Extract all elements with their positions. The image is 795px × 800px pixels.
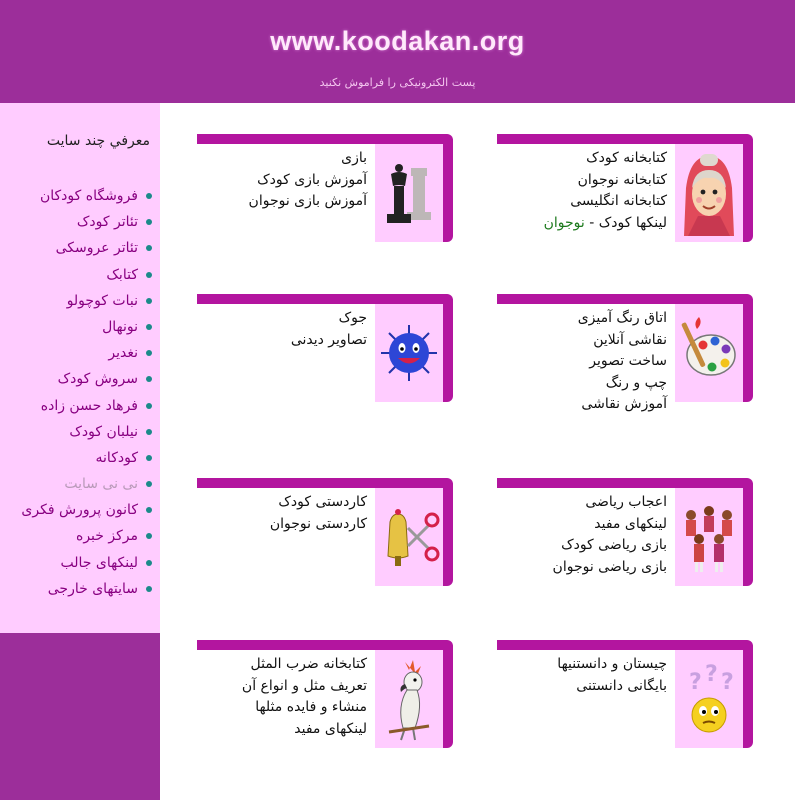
card-top-bar: [497, 134, 743, 144]
card-top-bar: [497, 478, 743, 488]
header-banner: [0, 0, 795, 103]
card-top-bar: [197, 294, 443, 304]
card-side-bar: [443, 640, 453, 748]
bullet-icon: [146, 350, 152, 356]
card-link[interactable]: چپ و رنگ: [605, 374, 667, 391]
bullet-icon: [146, 298, 152, 304]
site-url-logo[interactable]: www.koodakan.org: [270, 26, 525, 56]
bullet-icon: [146, 429, 152, 435]
card-math: [497, 478, 753, 586]
svg-text:?: ?: [705, 662, 718, 687]
smiley-sun-icon: [379, 323, 439, 383]
bullet-icon: [146, 560, 152, 566]
sidebar-item-label: فرهاد حسن زاده: [40, 397, 138, 414]
card-link[interactable]: لینکها کودک -: [584, 214, 667, 231]
chess-pieces-icon: [381, 158, 437, 228]
sidebar-item-foreign-sites[interactable]: [2, 576, 152, 602]
card-proverbs: [197, 640, 453, 748]
card-top-bar: [197, 640, 443, 650]
sidebar-item-nabat-koochoolo[interactable]: [2, 288, 152, 314]
card-links: [578, 308, 667, 416]
sidebar-footer-block: [0, 633, 160, 800]
card-link-highlight[interactable]: نوجوان: [543, 214, 585, 231]
sidebar-item-label: سروش کودک: [57, 371, 138, 388]
card-link[interactable]: ساخت تصویر: [589, 353, 667, 369]
card-icon-box[interactable]: [675, 650, 743, 748]
card-link[interactable]: کاردستی نوجوان: [269, 515, 367, 532]
card-icon-box[interactable]: [375, 488, 443, 586]
card-link[interactable]: کتابخانه کودک: [586, 150, 667, 166]
card-link[interactable]: کاردستی کودک: [278, 494, 367, 510]
card-links: [553, 492, 667, 578]
card-link[interactable]: چیستان و دانستنیها: [557, 656, 667, 672]
grandmother-icon: [678, 148, 740, 238]
header-tagline: پست الکترونیکی را فراموش نکنید: [319, 76, 476, 89]
sidebar-item-label: فروشگاه کودکان: [39, 188, 138, 204]
sidebar-item-koodakan-shop[interactable]: [2, 183, 152, 209]
card-link[interactable]: نقاشی آنلاین: [593, 331, 667, 348]
card-side-bar: [443, 294, 453, 402]
card-link[interactable]: بایگانی دانستنی: [576, 677, 667, 694]
sidebar-item-label: لینکهای جالب: [60, 554, 138, 571]
sidebar-item-label: نی نی سایت: [64, 476, 138, 493]
sidebar-item-label: کانون پرورش فکری: [21, 502, 138, 519]
bullet-icon: [146, 455, 152, 461]
card-icon-box[interactable]: [675, 144, 743, 242]
card-side-bar: [743, 134, 753, 242]
sidebar-item-nilban-koodak[interactable]: [2, 419, 152, 445]
card-side-bar: [743, 478, 753, 586]
sidebar-item-label: تئاتر عروسکی: [55, 240, 138, 257]
sidebar-item-label: مرکز خبره: [75, 528, 138, 545]
card-side-bar: [743, 294, 753, 402]
card-crafts: [197, 478, 453, 586]
card-link[interactable]: کتابخانه انگلیسی: [570, 193, 667, 209]
card-link[interactable]: لینکهای مفید: [294, 720, 367, 737]
card-link[interactable]: جوک: [338, 310, 367, 326]
card-link[interactable]: کتابخانه ضرب المثل: [250, 656, 367, 672]
card-link[interactable]: تعریف مثل و انواع آن: [241, 677, 367, 694]
sidebar-item-koodakaneh[interactable]: [2, 445, 152, 471]
card-top-bar: [497, 640, 743, 650]
card-link[interactable]: بازی ریاضی نوجوان: [552, 558, 667, 575]
card-links: [291, 308, 367, 351]
card-link[interactable]: اعجاب ریاضی: [585, 494, 667, 510]
sidebar-item-label: سایتهای خارجی: [47, 580, 138, 597]
bullet-icon: [146, 376, 152, 382]
sidebar-item-kanoon[interactable]: [2, 497, 152, 523]
sidebar-item-news-center[interactable]: [2, 523, 152, 549]
sidebar-item-label: کودکانه: [95, 449, 138, 466]
bullet-icon: [146, 481, 152, 487]
card-link[interactable]: اتاق رنگ آمیزی: [577, 310, 667, 326]
sidebar-item-farhad-hassanzadeh[interactable]: [2, 393, 152, 419]
paint-palette-icon: [679, 313, 739, 393]
card-link[interactable]: تصاویر دیدنی: [290, 331, 367, 348]
sidebar-item-naghdir[interactable]: [2, 340, 152, 366]
sidebar-item-label: نبات کوچولو: [66, 292, 138, 309]
card-painting: [497, 294, 753, 412]
card-icon-box[interactable]: [375, 144, 443, 242]
sidebar-item-soroush-koodak[interactable]: [2, 366, 152, 392]
sidebar-item-label: نونهال: [102, 318, 138, 335]
bullet-icon: [146, 403, 152, 409]
card-link-mixed: [544, 213, 667, 235]
card-side-bar: [443, 134, 453, 242]
bullet-icon: [146, 272, 152, 278]
sidebar-item-puppet-theatre[interactable]: [2, 235, 152, 261]
card-side-bar: [743, 640, 753, 748]
sidebar-item-ninisite[interactable]: [2, 471, 152, 497]
sidebar-item-label: تئاتر کودک: [76, 214, 138, 231]
sidebar-item-ketabak[interactable]: [2, 262, 152, 288]
sidebar-item-label: نیلبان کودک: [69, 423, 138, 440]
bullet-icon: [146, 219, 152, 225]
card-link[interactable]: آموزش نقاشی: [581, 396, 667, 412]
bullet-icon: [146, 586, 152, 592]
sidebar-item-interesting-links[interactable]: [2, 550, 152, 576]
card-riddles: [497, 640, 753, 748]
svg-text:?: ?: [721, 670, 734, 695]
card-top-bar: [197, 134, 443, 144]
sidebar-item-nonahal[interactable]: [2, 314, 152, 340]
card-icon-box[interactable]: [375, 304, 443, 402]
bullet-icon: [146, 193, 152, 199]
card-top-bar: [497, 294, 743, 304]
card-link[interactable]: بازی ریاضی کودک: [561, 537, 667, 553]
main-content: [160, 103, 795, 800]
card-icon-box[interactable]: [675, 304, 743, 402]
bullet-icon: [146, 245, 152, 251]
card-link[interactable]: کتابخانه نوجوان: [577, 171, 667, 188]
bullet-icon: [146, 507, 152, 513]
card-side-bar: [443, 478, 453, 586]
sewing-scissors-icon: [378, 502, 440, 572]
children-crowd-icon: [679, 497, 739, 577]
card-links: [242, 654, 367, 740]
sidebar-item-label: کتابک: [106, 266, 138, 283]
bullet-icon: [146, 533, 152, 539]
card-links: [270, 492, 367, 535]
card-link[interactable]: لینکهای مفید: [594, 515, 667, 532]
svg-text:?: ?: [689, 670, 702, 695]
card-link[interactable]: آموزش بازی نوجوان: [248, 193, 367, 209]
card-links: [557, 654, 667, 697]
card-games: [197, 134, 453, 242]
sidebar-title: معرفي چند سايت: [46, 133, 150, 149]
card-link[interactable]: آموزش بازی کودک: [257, 171, 367, 188]
card-icon-box[interactable]: [675, 488, 743, 586]
card-link[interactable]: منشاء و فایده مثلها: [255, 699, 367, 715]
card-library: [497, 134, 753, 242]
card-link[interactable]: بازی: [341, 150, 367, 166]
sidebar-item-children-theatre[interactable]: [2, 209, 152, 235]
sidebar-link-list: [2, 183, 152, 602]
parrot-icon: [381, 656, 437, 742]
thinking-face-icon: [679, 659, 739, 739]
card-jokes: [197, 294, 453, 402]
card-links: [544, 148, 667, 234]
card-icon-box[interactable]: [375, 650, 443, 748]
card-links: [249, 148, 367, 213]
bullet-icon: [146, 324, 152, 330]
sidebar-item-label: نغدیر: [108, 345, 138, 362]
card-top-bar: [197, 478, 443, 488]
